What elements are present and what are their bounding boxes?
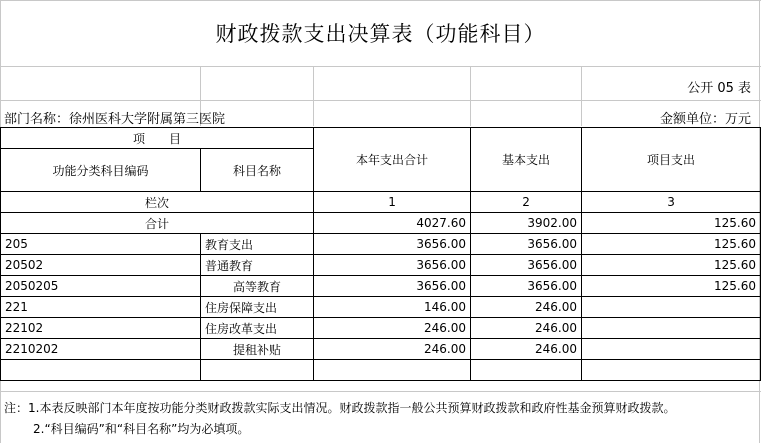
column-index-3[interactable]: 3 xyxy=(582,192,761,213)
row-name[interactable]: 住房改革支出 xyxy=(201,318,314,339)
table-row-empty xyxy=(1,360,761,381)
header-item[interactable]: 项 目 xyxy=(1,128,314,149)
row-project[interactable] xyxy=(582,318,761,339)
column-index-1[interactable]: 1 xyxy=(314,192,471,213)
row-total[interactable]: 3656.00 xyxy=(314,255,471,276)
row-basic[interactable]: 3656.00 xyxy=(471,255,582,276)
note-line-2: 2.“科目编码”和“科目名称”均为必填项。 xyxy=(33,422,250,436)
grid-line xyxy=(0,391,761,392)
expenditure-table xyxy=(0,127,761,381)
row-name[interactable]: 提租补贴 xyxy=(201,339,314,360)
grid-line xyxy=(313,66,314,126)
row-name[interactable]: 普通教育 xyxy=(201,255,314,276)
grid-line xyxy=(0,66,761,67)
table-row xyxy=(1,234,761,255)
table-row xyxy=(1,276,761,297)
header-total[interactable]: 本年支出合计 xyxy=(314,128,471,192)
grid-line xyxy=(0,100,761,101)
row-name[interactable]: 教育支出 xyxy=(201,234,314,255)
table-row xyxy=(1,255,761,276)
row-name[interactable]: 住房保障支出 xyxy=(201,297,314,318)
header-code[interactable]: 功能分类科目编码 xyxy=(1,149,201,192)
amount-unit: 金额单位：万元 xyxy=(659,112,751,127)
row-project[interactable] xyxy=(582,297,761,318)
row-total[interactable]: 246.00 xyxy=(314,339,471,360)
row-code[interactable]: 2210202 xyxy=(1,339,201,360)
table-notes xyxy=(4,398,675,440)
header-project[interactable]: 项目支出 xyxy=(582,128,761,192)
grid-line xyxy=(581,66,582,126)
row-total[interactable]: 246.00 xyxy=(314,318,471,339)
grid-line xyxy=(470,66,471,126)
row-project[interactable]: 125.60 xyxy=(582,234,761,255)
row-project[interactable] xyxy=(582,339,761,360)
row-basic[interactable]: 3656.00 xyxy=(471,234,582,255)
row-total[interactable]: 146.00 xyxy=(314,297,471,318)
empty-cell[interactable] xyxy=(471,360,582,381)
table-row xyxy=(1,297,761,318)
row-code[interactable]: 221 xyxy=(1,297,201,318)
sum-basic[interactable]: 3902.00 xyxy=(471,213,582,234)
row-basic[interactable]: 3656.00 xyxy=(471,276,582,297)
empty-cell[interactable] xyxy=(314,360,471,381)
report-title: 财政拨款支出决算表（功能科目） xyxy=(215,22,546,46)
row-basic[interactable]: 246.00 xyxy=(471,318,582,339)
empty-cell[interactable] xyxy=(582,360,761,381)
empty-cell[interactable] xyxy=(201,360,314,381)
row-code[interactable]: 205 xyxy=(1,234,201,255)
sum-label[interactable]: 合计 xyxy=(1,213,314,234)
row-name[interactable]: 高等教育 xyxy=(201,276,314,297)
column-index-2[interactable]: 2 xyxy=(471,192,582,213)
sum-project[interactable]: 125.60 xyxy=(582,213,761,234)
row-basic[interactable]: 246.00 xyxy=(471,297,582,318)
header-name[interactable]: 科目名称 xyxy=(201,149,314,192)
row-project[interactable]: 125.60 xyxy=(582,276,761,297)
column-index-label[interactable]: 栏次 xyxy=(1,192,314,213)
form-number: 公开 05 表 xyxy=(687,81,751,96)
header-basic[interactable]: 基本支出 xyxy=(471,128,582,192)
empty-cell[interactable] xyxy=(1,360,201,381)
row-basic[interactable]: 246.00 xyxy=(471,339,582,360)
row-code[interactable]: 20502 xyxy=(1,255,201,276)
row-code[interactable]: 2050205 xyxy=(1,276,201,297)
row-total[interactable]: 3656.00 xyxy=(314,234,471,255)
table-row xyxy=(1,318,761,339)
row-project[interactable]: 125.60 xyxy=(582,255,761,276)
department-name: 部门名称：徐州医科大学附属第三医院 xyxy=(4,112,226,127)
row-total[interactable]: 3656.00 xyxy=(314,276,471,297)
row-code[interactable]: 22102 xyxy=(1,318,201,339)
table-row xyxy=(1,339,761,360)
note-line-1: 注：1.本表反映部门本年度按功能分类财政拨款实际支出情况。财政拨款指一般公共预算财政拨款和政府性基金预算财政拨款。 xyxy=(4,401,676,415)
sum-total[interactable]: 4027.60 xyxy=(314,213,471,234)
